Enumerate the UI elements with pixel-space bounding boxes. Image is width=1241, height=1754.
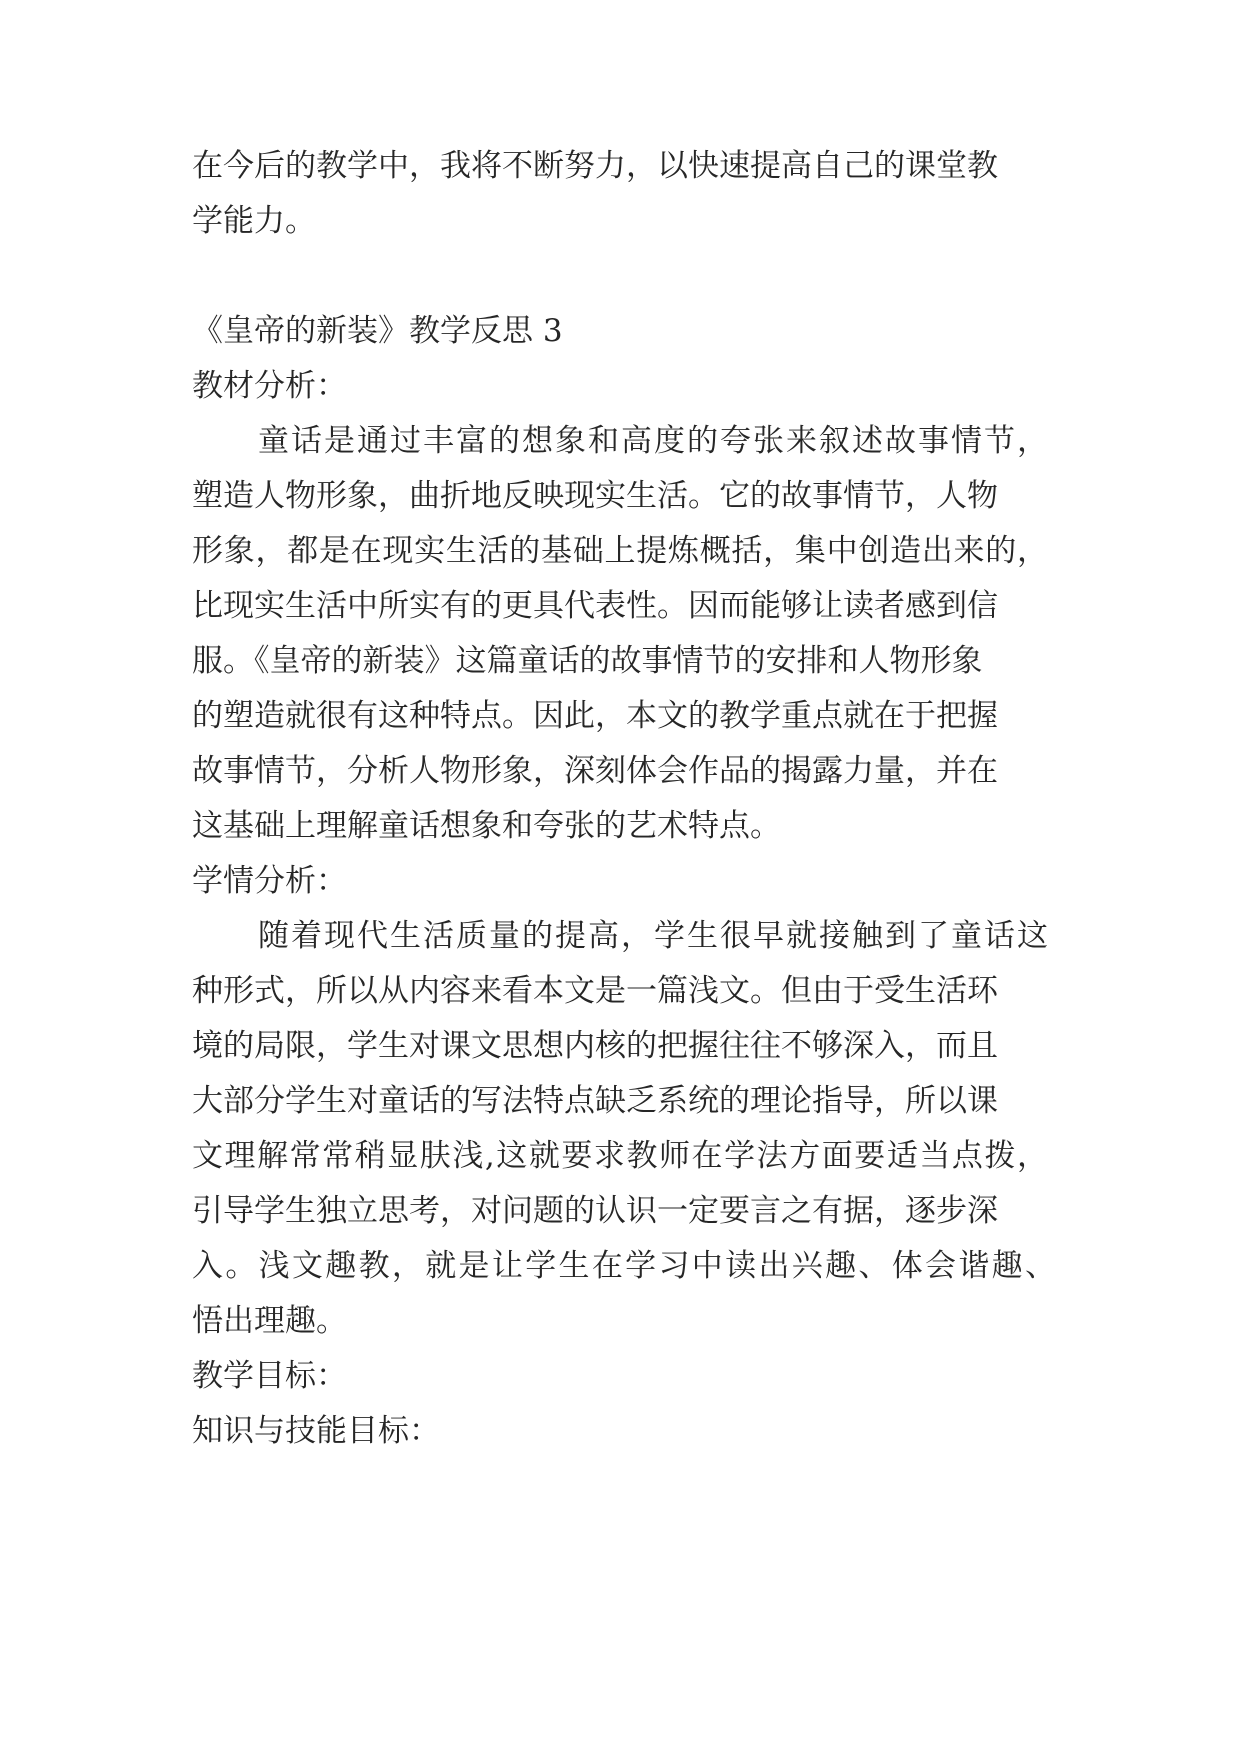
text-line: 的塑造就很有这种特点。因此，本文的教学重点就在于把握 <box>192 698 998 734</box>
text-line: 悟出理趣。 <box>192 1303 347 1339</box>
text-line: 形象，都是在现实生活的基础上提炼概括，集中创造出来的， <box>192 533 1048 569</box>
text-line: 这基础上理解童话想象和夸张的艺术特点。 <box>192 808 781 844</box>
text-line: 种形式，所以从内容来看本文是一篇浅文。但由于受生活环 <box>192 973 998 1009</box>
text-line: 故事情节，分析人物形象，深刻体会作品的揭露力量，并在 <box>192 753 998 789</box>
text-line: 在今后的教学中，我将不断努力，以快速提高自己的课堂教 <box>192 148 998 184</box>
text-line: 引导学生独立思考，对问题的认识一定要言之有据，逐步深 <box>192 1193 998 1229</box>
text-line: 比现实生活中所实有的更具代表性。因而能够让读者感到信 <box>192 588 998 624</box>
subheading: 知识与技能目标： <box>192 1413 440 1449</box>
text-line: 境的局限，学生对课文思想内核的把握往往不够深入，而且 <box>192 1028 998 1064</box>
subheading: 学情分析： <box>192 863 347 899</box>
text-line: 大部分学生对童话的写法特点缺乏系统的理论指导，所以课 <box>192 1083 998 1119</box>
paragraph-first-line: 童话是通过丰富的想象和高度的夸张来叙述故事情节， <box>258 423 1048 459</box>
paragraph-first-line: 随着现代生活质量的提高，学生很早就接触到了童话这 <box>258 918 1048 954</box>
text-line: 服。《皇帝的新装》这篇童话的故事情节的安排和人物形象 <box>192 643 983 679</box>
text-line: 文理解常常稍显肤浅,这就要求教师在学法方面要适当点拨， <box>192 1138 1048 1174</box>
text-line: 学能力。 <box>192 203 316 239</box>
text-line: 入。浅文趣教，就是让学生在学习中读出兴趣、体会谐趣、 <box>192 1248 1056 1284</box>
subheading: 教学目标： <box>192 1358 347 1394</box>
text-line: 塑造人物形象，曲折地反映现实生活。它的故事情节，人物 <box>192 478 998 514</box>
subheading: 教材分析： <box>192 368 347 404</box>
section-heading: 《皇帝的新装》教学反思 3 <box>192 313 563 349</box>
